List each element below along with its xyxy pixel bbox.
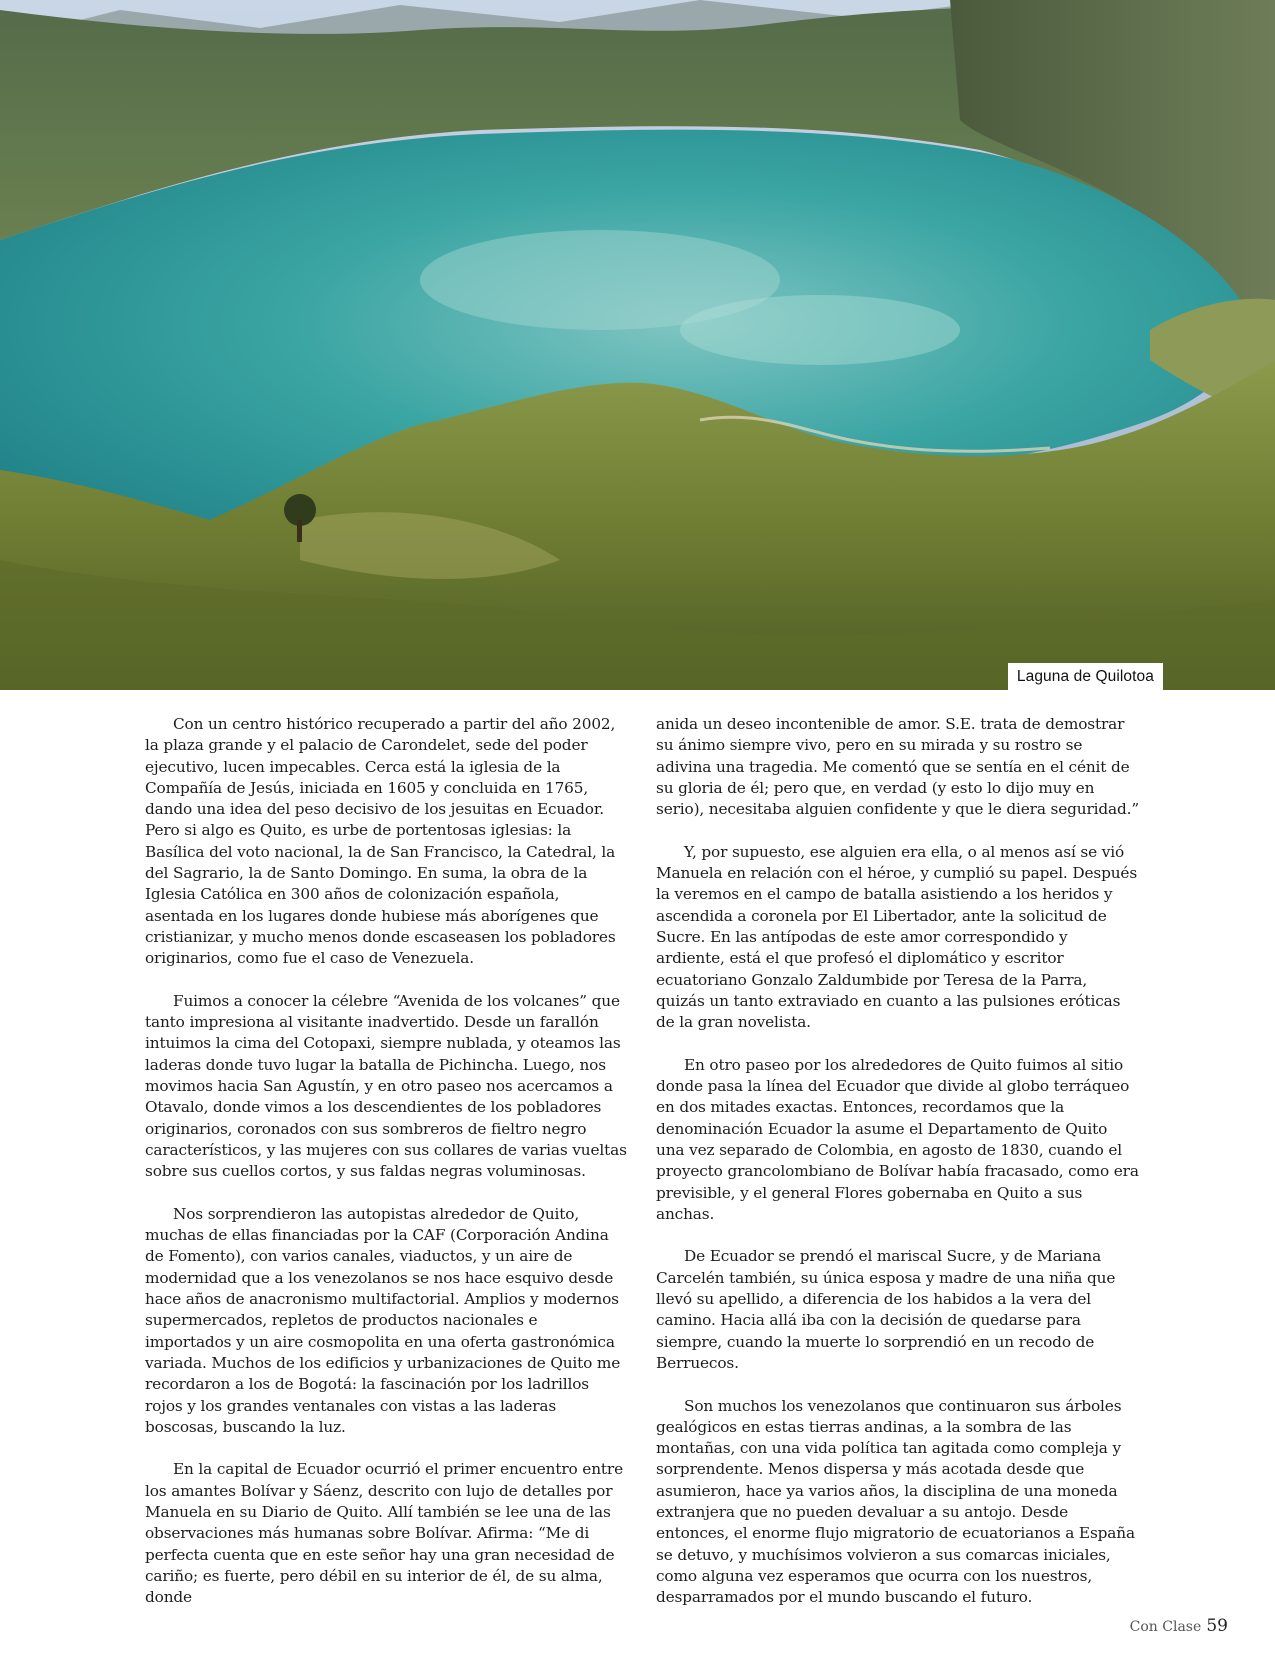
photo-caption: Laguna de Quilotoa — [1008, 663, 1163, 690]
lagoon-illustration — [0, 0, 1275, 690]
article-paragraph: Y, por supuesto, ese alguien era ella, o al menos así se vió Manuela en relación con el héroe, y cumplió su papel. Después la veremos en el campo de batalla asistiendo a los heridos y ascendida a coronela por El Libertador, ante la solicitud de Sucre. En las antípodas de este amor correspondido y ardiente, está el que profesó el diplomático y escritor ecuatoriano Gonzalo Zaldumbide por Teresa de la Parra, quizás un tanto extraviado en cuanto a las pulsiones eróticas de la gran novelista. — [656, 842, 1138, 1032]
article-paragraph-continuation: anida un deseo incontenible de amor. S.E. trata de demostrar su ánimo siempre vivo, pero en su mirada y su rostro se adivina una tragedia. Me comentó que se sentía en el cénit de su gloria de él; pero que, en verdad (y esto lo dijo muy en serio), necesitaba alguien confidente y que le diera seguridad.” — [656, 715, 1140, 819]
article-paragraph: Son muchos los venezolanos que continuaron sus árboles gealógicos en estas tierras andinas, a la sombra de las montañas, con una vida política tan agitada como compleja y sorprendente. Menos dispersa y más acotada desde que asumieron, hace ya varios años, la disciplina de una moneda extranjera que no pueden devaluar a su antojo. Desde entonces, el enorme flujo migratorio de ecuatorianos a España se detuvo, y muchísimos volvieron a sus comarcas iniciales, como alguna vez esperamos que ocurra con los nuestros, desparramados por el mundo buscando el futuro. — [656, 1396, 1135, 1607]
article-paragraph: En otro paseo por los alrededores de Quito fuimos al sitio donde pasa la línea del Ecuador que divide al globo terráqueo en dos mitades exactas. Entonces, recordamos que la denominación Ecuador la asume el Departamento de Quito una vez separado de Colombia, en agosto de 1830, cuando el proyecto grancolombiano de Bolívar había fracasado, como era previsible, y el general Flores gobernaba en Quito a sus anchas. — [656, 1055, 1139, 1223]
article-column-right — [656, 714, 1139, 1630]
article-column-left — [145, 714, 628, 1630]
article-paragraph: Con un centro histórico recuperado a partir del año 2002, la plaza grande y el palacio de Carondelet, sede del poder ejecutivo, lucen impecables. Cerca está la iglesia de la Compañía de Jesús, iniciada en 1605 y concluida en 1765, dando una idea del peso decisivo de los jesuitas en Ecuador. Pero si algo es Quito, es urbe de portentosas iglesias: la Basílica del voto nacional, la de San Francisco, la Catedral, la del Sagrario, la de Santo Domingo. En suma, la obra de la Iglesia Católica en 300 años de colonización española, asentada en los lugares donde hubiese más aborígenes que cristianizar, y mucho menos donde escaseasen los pobladores originarios, como fue el caso de Venezuela. — [145, 715, 616, 968]
quilotoa-lagoon-photo — [0, 0, 1275, 690]
page-number: 59 — [1206, 1616, 1228, 1636]
article-paragraph: En la capital de Ecuador ocurrió el primer encuentro entre los amantes Bolívar y Sáenz, descrito con lujo de detalles por Manuela en su Diario de Quito. Allí también se lee una de las observaciones más humanas sobre Bolívar. Afirma: “Me di perfecta cuenta que en este señor hay una gran necesidad de cariño; es fuerte, pero débil en su interior de él, de su alma, donde — [145, 1460, 623, 1607]
magazine-name: Con Clase — [1129, 1619, 1202, 1635]
article-paragraph: Fuimos a conocer la célebre “Avenida de los volcanes” que tanto impresiona al visitante inadvertido. Desde un farallón intuimos la cima del Cotopaxi, siempre nublada, y oteamos las laderas donde tuvo lugar la batalla de Pichincha. Luego, nos movimos hacia San Agustín, y en otro paseo nos acercamos a Otavalo, donde vimos a los descendientes de los pobladores originarios, coronados con sus sombreros de fieltro negro característicos, y las mujeres con sus collares de varias vueltas sobre sus cuellos cortos, y sus faldas negras voluminosas. — [145, 991, 627, 1181]
article-paragraph: De Ecuador se prendó el mariscal Sucre, y de Mariana Carcelén también, su única esposa y madre de una niña que llevó su apellido, a diferencia de los habidos a la vera del camino. Hacia allá iba con la decisión de quedarse para siempre, cuando la muerte lo sorprendió en un recodo de Berruecos. — [656, 1247, 1116, 1372]
article-paragraph: Nos sorprendieron las autopistas alrededor de Quito, muchas de ellas financiadas por la CAF (Corporación Andina de Fomento), con varios canales, viaductos, y un aire de modernidad que a los venezolanos se nos hace esquivo desde hace años de anacronismo multifactorial. Amplios y modernos supermercados, repletos de productos nacionales e importados y un aire cosmopolita en una oferta gastronómica variada. Muchos de los edificios y urbanizaciones de Quito me recordaron a los de Bogotá: la fascinación por los ladrillos rojos y los grandes ventanales con vistas a las laderas boscosas, buscando la luz. — [145, 1204, 621, 1436]
page-footer — [1130, 1616, 1228, 1636]
